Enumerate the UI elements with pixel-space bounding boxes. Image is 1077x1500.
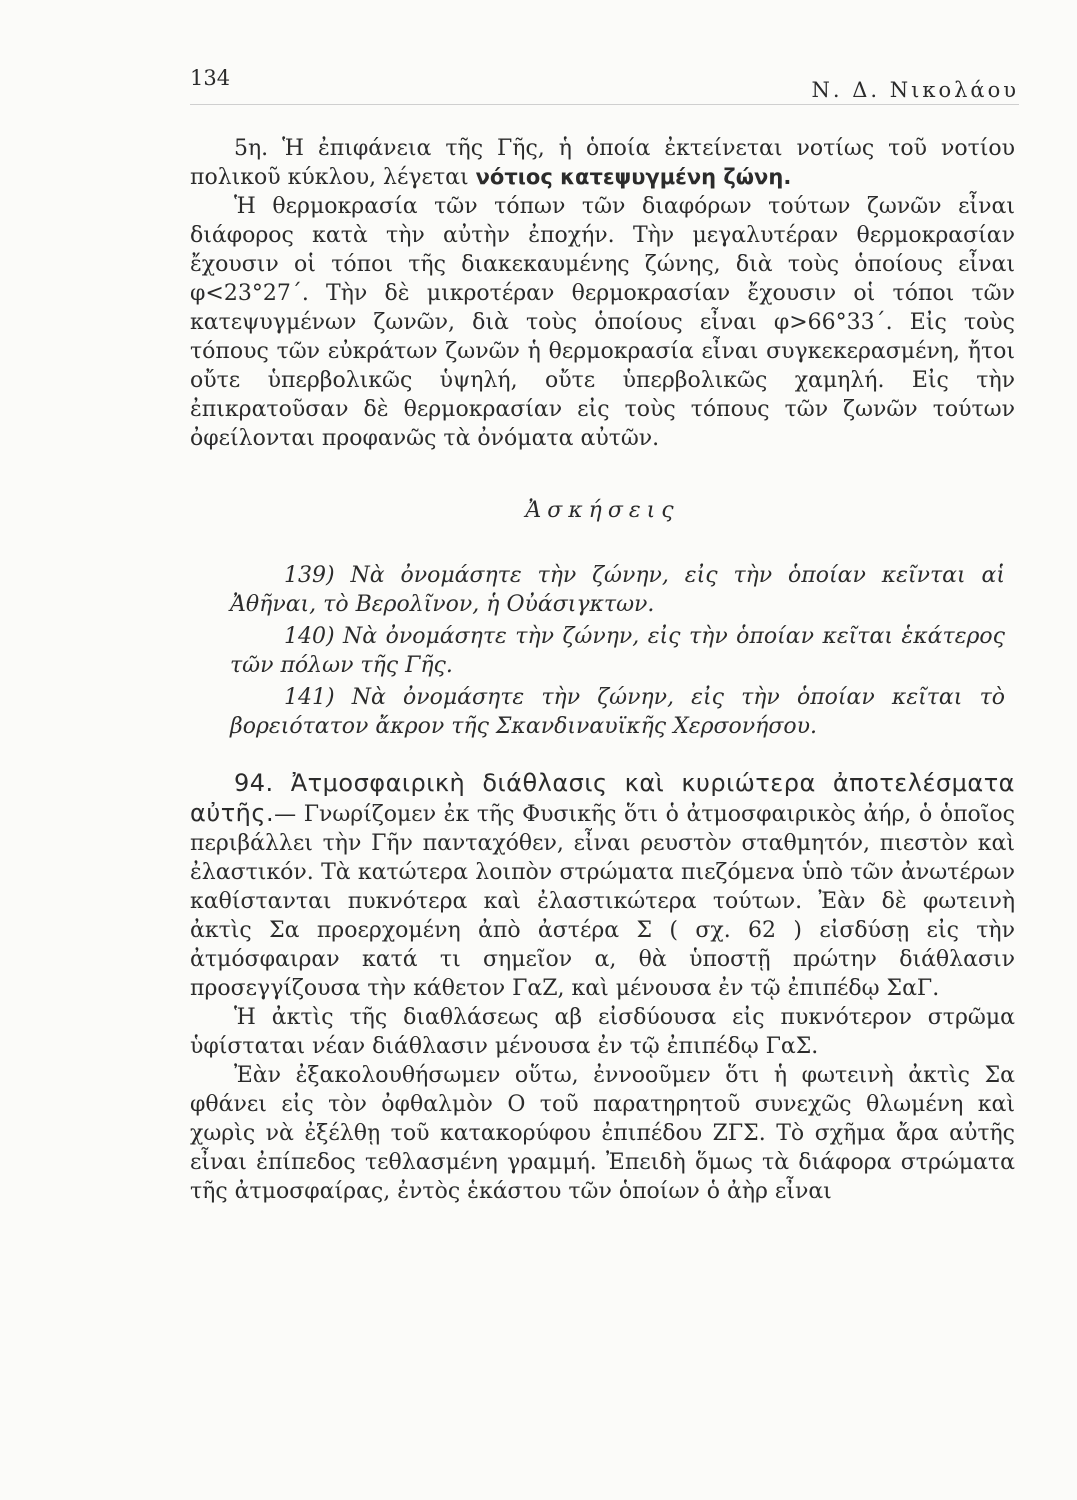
paragraph-temperature: Ἡ θερμοκρασία τῶν τόπων τῶν διαφόρων τούτων ζωνῶν εἶναι διάφορος κατὰ τὴν αὐτὴν ἐποχήν. Τὴν μεγαλυτέραν θερμοκρασίαν ἔχουσιν οἱ τόποι τῆς διακεκαυμένης ζώνης, διὰ τοὺς ὁποίους εἶναι φ<23°27΄. Τὴν δὲ μικροτέραν θερμοκρασίαν ἔχουσιν οἱ τόποι τῶν κατεψυγμένων ζωνῶν, διὰ τοὺς ὁποίους εἶναι φ>66°33΄. Εἰς τοὺς τόπους τῶν εὐκράτων ζωνῶν ἡ θερμοκρασία εἶναι συγκεκερασμένη, ἤτοι οὔτε ὑπερβολικῶς ὑψηλή, οὔτε ὑπερβολικῶς χαμηλή. Εἰς τὴν ἐπικρατοῦσαν δὲ θερμοκρασίαν εἰς τοὺς τόπους τῶν ζωνῶν τούτων ὀφείλονται προφανῶς τὰ ὀνόματα αὐτῶν.	[190, 194, 1015, 451]
exercise-140: 140) Νὰ ὀνομάσητε τὴν ζώνην, εἰς τὴν ὁποίαν κεῖται ἑκάτερος τῶν πόλων τῆς Γῆς.	[230, 624, 1005, 678]
paragraph-lead: 5η. Ἡ ἐπιφάνεια τῆς Γῆς, ἡ ὁποία ἐκτείνεται νοτίως τοῦ νοτίου πολικοῦ κύκλου, λέγεται	[190, 136, 1015, 190]
exercise-139: 139) Νὰ ὀνομάσητε τὴν ζώνην, εἰς τὴν ὁποίαν κεῖνται αἱ Ἀθῆναι, τὸ Βερολῖνον, ἡ Οὐάσιγκτων.	[230, 563, 1005, 617]
page-header	[190, 62, 1019, 105]
section-94-text: — Γνωρίζομεν ἐκ τῆς Φυσικῆς ὅτι ὁ ἀτμοσφαιρικὸς ἀήρ, ὁ ὁποῖος περιβάλλει τὴν Γῆν πανταχόθεν, εἶναι ρευστὸν σταθμητόν, πιεστὸν καὶ ἐλαστικόν. Τὰ κατώτερα λοιπὸν στρώματα πιεζόμενα ὑπὸ τῶν ἀνωτέρων καθίστανται πυκνότερα καὶ ἐλαστικώτερα τούτων. Ἐὰν δὲ φωτεινὴ ἀκτὶς Σα προερχομένη ἀπὸ ἀστέρα Σ ( σχ. 62 ) εἰσδύσῃ εἰς τὴν ἀτμόσφαιραν κατά τι σημεῖον α, θὰ ὑποστῇ πρώτην διάθλασιν προσεγγίζουσα τὴν κάθετον ΓαΖ, καὶ μένουσα ἐν τῷ ἐπιπέδῳ ΣαΓ.	[190, 802, 1015, 1001]
paragraph-southern-frigid-zone	[190, 134, 1015, 192]
section-94	[190, 769, 1015, 1206]
page-body	[190, 134, 1015, 1206]
exercises-list	[230, 561, 1005, 741]
exercises-title: Ἀσκήσεις	[525, 498, 680, 523]
section-94-paragraph-2: Ἡ ἀκτὶς τῆς διαθλάσεως αβ εἰσδύουσα εἰς πυκνότερον στρῶμα ὑφίσταται νέαν διάθλασιν μένουσα ἐν τῷ ἐπιπέδῳ ΓαΣ.	[190, 1005, 1015, 1059]
exercise-141: 141) Νὰ ὀνομάσητε τὴν ζώνην, εἰς τὴν ὁποίαν κεῖται τὸ βορειότατον ἄκρον τῆς Σκανδιναυϊκῆς Χερσονήσου.	[230, 685, 1005, 739]
section-94-paragraph-3: Ἐὰν ἐξακολουθήσωμεν οὕτω, ἐννοοῦμεν ὅτι ἡ φωτεινὴ ἀκτὶς Σα φθάνει εἰς τὸν ὀφθαλμὸν Ο τοῦ παρατηρητοῦ συνεχῶς θλωμένη καὶ χωρὶς νὰ ἐξέλθῃ τοῦ κατακορύφου ἐπιπέδου ΖΓΣ. Τὸ σχῆμα ἄρα αὐτῆς εἶναι ἐπίπεδος τεθλασμένη γραμμή. Ἐπειδὴ ὅμως τὰ διάφορα στρώματα τῆς ἀτμοσφαίρας, ἐντὸς ἑκάστου τῶν ὁποίων ὁ ἀὴρ εἶναι	[190, 1063, 1015, 1204]
bold-term: νότιος κατεψυγμένη ζώνη.	[475, 165, 792, 189]
section-94-paragraph	[190, 769, 1015, 1003]
page-number: 134	[190, 66, 231, 90]
section-94-heading: 94. Ἀτμοσφαιρικὴ διάθλασις καὶ κυριώτερα ἀποτελέσματα αὐτῆς.	[190, 769, 1015, 827]
running-head-author: Ν. Δ. Νικολάου	[811, 78, 1019, 102]
